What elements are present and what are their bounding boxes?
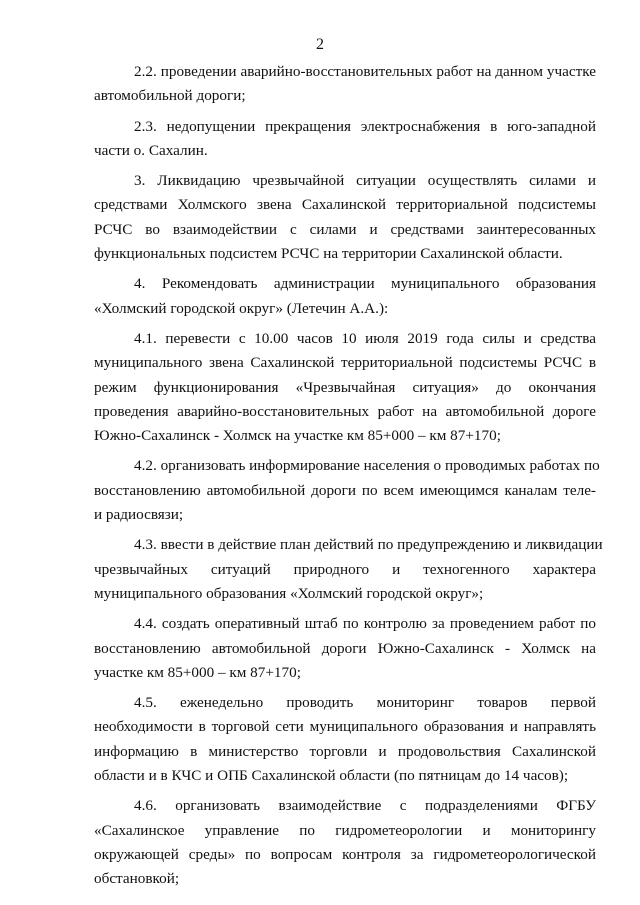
paragraph-line: 4.6. организовать взаимодействие с подразделениями ФГБУ [134, 797, 596, 815]
paragraph-line: «Сахалинское управление по гидрометеорологии и мониторингу [94, 821, 596, 839]
paragraph-line: 4.1. перевести с 10.00 часов 10 июля 2019 года силы и средства [134, 329, 596, 347]
paragraph-line: информацию в министерство торговли и продовольствия Сахалинской [94, 742, 596, 760]
paragraph-line: восстановлению автомобильной дороги Южно-Сахалинск - Холмск на [94, 639, 596, 657]
paragraph-line: окружающей среды» по вопросам контроля за гидрометеорологической [94, 845, 596, 863]
paragraph-4-5 [94, 691, 596, 788]
paragraph-line: проведения аварийно-восстановительных работ на автомобильной дороге [94, 402, 596, 420]
paragraph-line: части о. Сахалин. [94, 141, 208, 159]
document-body [94, 60, 603, 898]
paragraph-line: муниципального образования «Холмский городской округ»; [94, 584, 484, 602]
paragraph-line: режим функционирования «Чрезвычайная ситуация» до окончания [94, 378, 596, 396]
paragraph-line: 4.4. создать оперативный штаб по контролю за проведением работ по [134, 615, 596, 633]
paragraph-line: 4. Рекомендовать администрации муниципального образования [134, 275, 596, 293]
paragraph-line: чрезвычайных ситуаций природного и техногенного характера [94, 560, 596, 578]
page-number: 2 [316, 36, 324, 53]
paragraph-2-3 [94, 115, 596, 164]
paragraph-line: 2.3. недопущении прекращения электроснабжения в юго-западной [134, 117, 596, 135]
paragraph-line: 4.5. еженедельно проводить мониторинг товаров первой [134, 694, 596, 712]
paragraph-line: 4.3. ввести в действие план действий по предупреждению и ликвидации [134, 536, 603, 554]
paragraph-4-1 [94, 327, 596, 448]
paragraph-line: средствами Холмского звена Сахалинской территориальной подсистемы [94, 196, 596, 214]
paragraph-line: функциональных подсистем РСЧС на территории Сахалинской области. [94, 245, 563, 263]
paragraph-4 [94, 272, 596, 321]
paragraph-2-2 [94, 60, 596, 109]
paragraph-line: автомобильной дороги; [94, 87, 246, 105]
paragraph-line: 4.2. организовать информирование населения о проводимых работах по [134, 457, 600, 475]
paragraph-line: восстановлению автомобильной дороги по всем имеющимся каналам теле- [94, 481, 596, 499]
paragraph-3 [94, 169, 596, 266]
paragraph-4-6 [94, 794, 596, 891]
paragraph-line: РСЧС во взаимодействии с силами и средствами заинтересованных [94, 220, 596, 238]
paragraph-line: участке км 85+000 – км 87+170; [94, 663, 301, 681]
paragraph-line: необходимости в торговой сети муниципального образования и направлять [94, 718, 596, 736]
paragraph-line: Южно-Сахалинск - Холмск на участке км 85+000 – км 87+170; [94, 427, 501, 445]
paragraph-line: «Холмский городской округ» (Летечин А.А.): [94, 299, 389, 317]
paragraph-line: 3. Ликвидацию чрезвычайной ситуации осуществлять силами и [134, 172, 596, 190]
paragraph-4-3 [94, 533, 603, 606]
paragraph-line: области и в КЧС и ОПБ Сахалинской области (по пятницам до 14 часов); [94, 767, 569, 785]
paragraph-4-2 [94, 454, 600, 527]
paragraph-line: и радиосвязи; [94, 506, 184, 524]
paragraph-line: обстановкой; [94, 870, 180, 888]
paragraph-line: муниципального звена Сахалинской территориальной подсистемы РСЧС в [94, 354, 596, 372]
paragraph-4-4 [94, 612, 596, 685]
paragraph-line: 2.2. проведении аварийно-восстановительных работ на данном участке [134, 63, 596, 80]
